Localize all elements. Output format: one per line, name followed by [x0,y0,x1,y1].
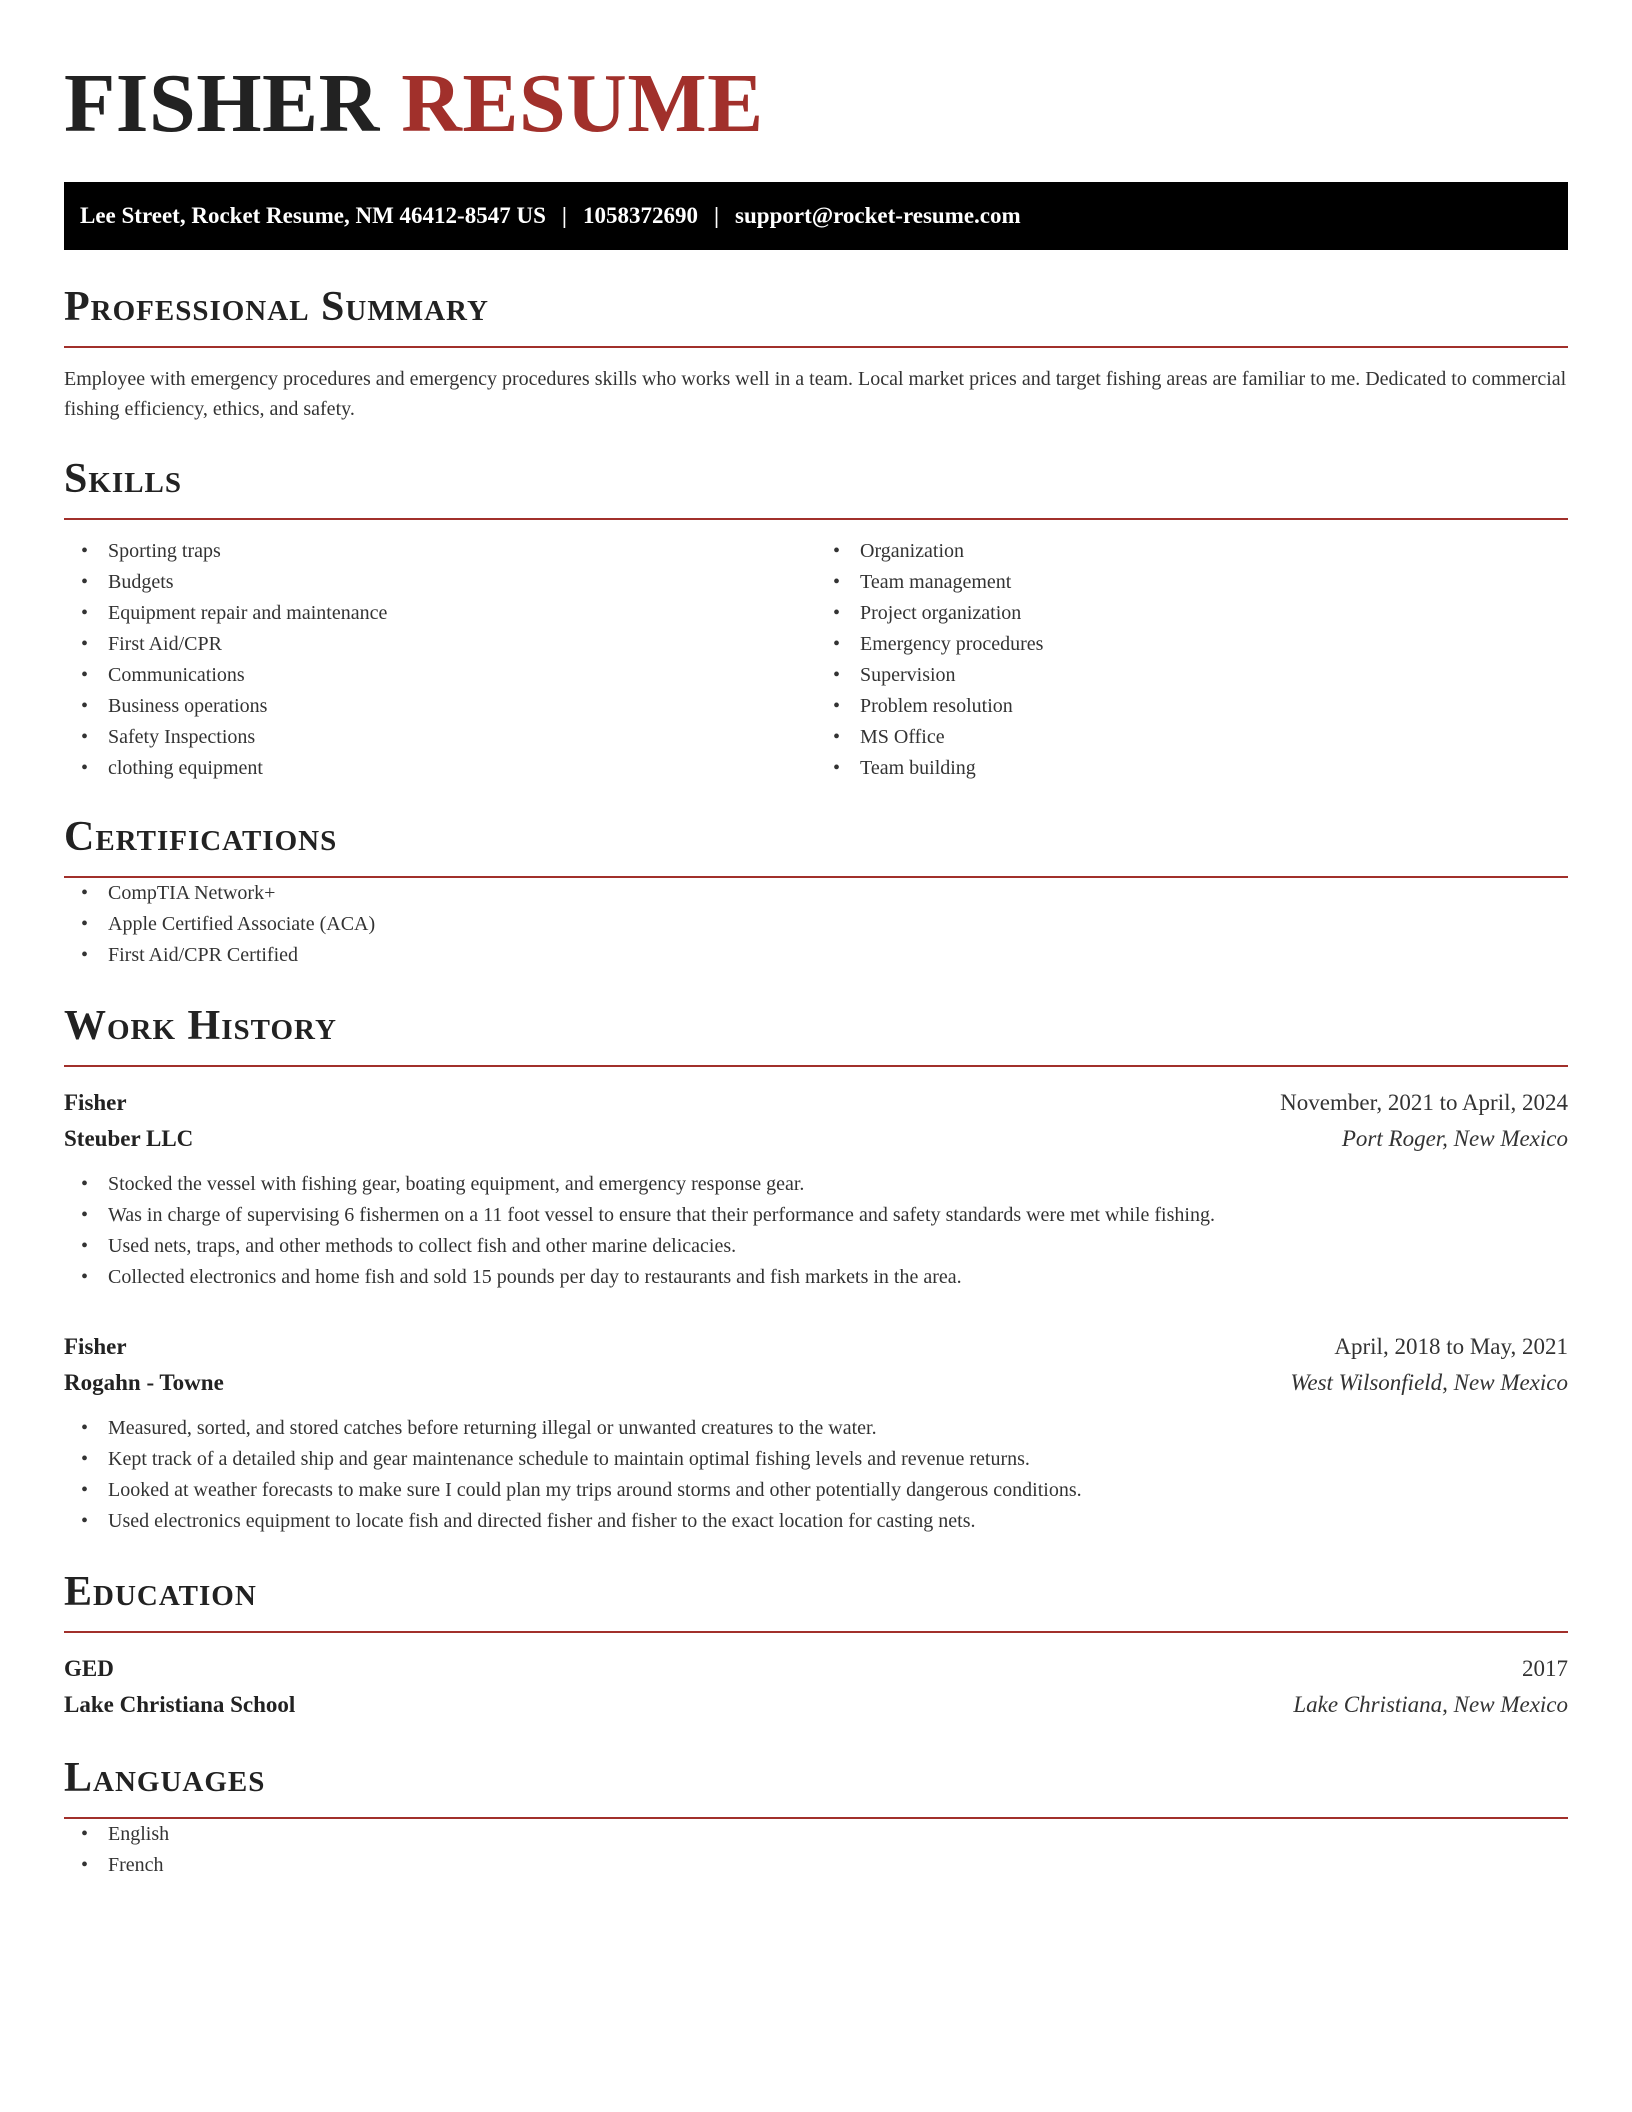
job-company-row [64,1365,1568,1401]
skills-right-list [816,536,1568,784]
skill-item: • Emergency procedures [816,629,1568,660]
skill-item: • Equipment repair and maintenance [64,598,816,629]
certifications-title: Certifications [64,814,338,860]
education-school-row [64,1687,1568,1723]
work-history-title: Work History [64,1003,337,1049]
skill-item: • Problem resolution [816,691,1568,722]
job-location: Port Roger, New Mexico [1341,1126,1568,1151]
job-company: Rogahn - Towne [64,1370,224,1395]
section-divider [64,1065,1568,1067]
certification-item: • First Aid/CPR Certified [64,940,1568,971]
skill-item: • Supervision [816,660,1568,691]
education-location: Lake Christiana, New Mexico [1293,1692,1568,1717]
job-bullet: • Used electronics equipment to locate fish and directed fisher and fisher to the exact location for casting nets. [64,1506,1568,1537]
work-history-section [64,1001,1568,1537]
skill-item: • Project organization [816,598,1568,629]
skills-right-column [816,536,1568,784]
skill-item: • Sporting traps [64,536,816,567]
job-role: Fisher [64,1334,127,1359]
languages-section [64,1753,1568,1881]
job-header-row [64,1329,1568,1365]
job-company: Steuber LLC [64,1126,194,1151]
skills-left-list [64,536,816,784]
skill-item: • Team building [816,753,1568,784]
job-dates: November, 2021 to April, 2024 [1280,1090,1568,1115]
summary-title: Professional Summary [64,284,489,330]
contact-separator: | [713,203,720,228]
job-role: Fisher [64,1090,127,1115]
contact-phone: 1058372690 [582,203,698,228]
contact-email: support@rocket-resume.com [735,203,1021,228]
contact-address: Lee Street, Rocket Resume, NM 46412-8547 US [80,203,546,228]
skills-title: Skills [64,456,183,502]
education-school: Lake Christiana School [64,1692,296,1717]
education-degree: GED [64,1656,114,1681]
job-entry [64,1329,1568,1537]
education-title: Education [64,1569,257,1615]
education-section [64,1567,1568,1723]
contact-bar [64,182,1568,250]
section-divider [64,346,1568,348]
skills-left-column [64,536,816,784]
section-divider [64,518,1568,520]
language-item: • English [64,1819,1568,1850]
name-first: FISHER [64,57,380,150]
job-bullet: • Used nets, traps, and other methods to collect fish and other marine delicacies. [64,1231,1568,1262]
summary-text: Employee with emergency procedures and emergency procedures skills who works well in a team. Local market prices and target fishing areas are familiar to me. Dedicated to commercial fishing efficiency, ethics, and safety. [64,368,1567,420]
name-second: RESUME [401,57,764,150]
skill-item: • Safety Inspections [64,722,816,753]
skill-item: • Communications [64,660,816,691]
language-item: • French [64,1850,1568,1881]
certifications-list [64,878,1568,971]
skill-item: • First Aid/CPR [64,629,816,660]
job-bullet: • Collected electronics and home fish and sold 15 pounds per day to restaurants and fish markets in the area. [64,1262,1568,1293]
education-header-row [64,1651,1568,1687]
skill-item: • Team management [816,567,1568,598]
certifications-section [64,812,1568,971]
skills-columns [64,536,1568,784]
job-bullet: • Kept track of a detailed ship and gear maintenance schedule to maintain optimal fishing levels and revenue returns. [64,1444,1568,1475]
job-bullet: • Measured, sorted, and stored catches before returning illegal or unwanted creatures to the water. [64,1413,1568,1444]
education-year: 2017 [1522,1656,1568,1681]
education-entry [64,1651,1568,1723]
job-bullet: • Was in charge of supervising 6 fishermen on a 11 foot vessel to ensure that their performance and safety standards were met while fishing. [64,1200,1568,1231]
skill-item: • Budgets [64,567,816,598]
skill-item: • Organization [816,536,1568,567]
summary-section [64,282,1568,424]
skills-section [64,454,1568,784]
job-entry [64,1085,1568,1293]
section-divider [64,1631,1568,1633]
contact-separator: | [561,203,567,228]
resume-name [64,58,1568,150]
job-bullets [64,1169,1568,1293]
job-dates: April, 2018 to May, 2021 [1334,1334,1568,1359]
skill-item: • clothing equipment [64,753,816,784]
job-bullet: • Stocked the vessel with fishing gear, boating equipment, and emergency response gear. [64,1169,1568,1200]
languages-title: Languages [64,1755,266,1801]
job-bullet: • Looked at weather forecasts to make sure I could plan my trips around storms and other potentially dangerous conditions. [64,1475,1568,1506]
skill-item: • MS Office [816,722,1568,753]
job-bullets [64,1413,1568,1537]
job-company-row [64,1121,1568,1157]
job-header-row [64,1085,1568,1121]
languages-list [64,1819,1568,1881]
certification-item: • CompTIA Network+ [64,878,1568,909]
job-location: West Wilsonfield, New Mexico [1290,1370,1568,1395]
skill-item: • Business operations [64,691,816,722]
certification-item: • Apple Certified Associate (ACA) [64,909,1568,940]
